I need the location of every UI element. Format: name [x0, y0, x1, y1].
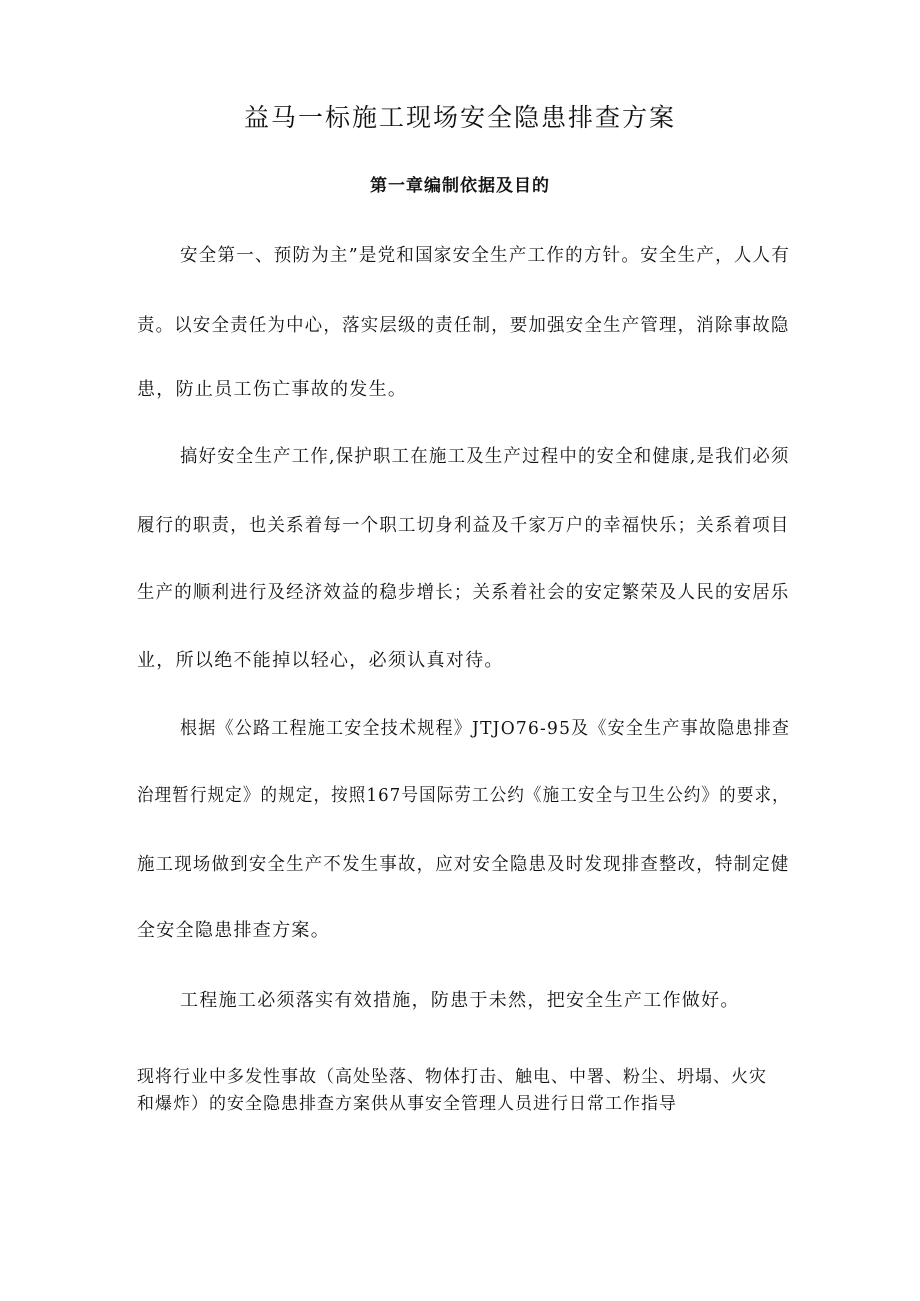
paragraph-line: 安全第一、预防为主”是党和国家安全生产工作的方针。安全生产，人人有	[180, 245, 791, 266]
paragraph-line: 和爆炸）的安全隐患排查方案供从事安全管理人员进行日常工作指导	[137, 1094, 677, 1114]
paragraph-line: 全安全隐患排查方案。	[137, 920, 330, 941]
paragraph-line: 搞好安全生产工作,保护职工在施工及生产过程中的安全和健康,是我们必须	[180, 446, 790, 467]
paragraph-line: 根据《公路工程施工安全技术规程》JTJO76-95及《安全生产事故隐患排查	[180, 718, 791, 739]
chapter-heading: 第一章编制依据及目的	[370, 176, 550, 196]
paragraph-line: 责。以安全责任为中心，落实层级的责任制，要加强安全生产管理，消除事故隐	[137, 315, 790, 336]
document-title: 益马一标施工现场安全隐患排查方案	[243, 103, 676, 132]
paragraph-line: 履行的职责，也关系着每一个职工切身利益及千家万户的幸福快乐；关系着项目	[137, 515, 790, 536]
paragraph-line: 施工现场做到安全生产不发生事故，应对安全隐患及时发现排查整改，特制定健	[137, 854, 790, 875]
paragraph-line: 患，防止员工伤亡事故的发生。	[137, 379, 408, 400]
paragraph-line: 现将行业中多发性事故（高处坠落、物体打击、触电、中署、粉尘、坍塌、火灾	[137, 1067, 767, 1087]
paragraph-line: 生产的顺利进行及经济效益的稳步增长；关系着社会的安定繁荣及人民的安居乐	[137, 582, 790, 603]
paragraph-line: 工程施工必须落实有效措施，防患于未然，把安全生产工作做好。	[180, 990, 740, 1011]
paragraph-line: 业，所以绝不能掉以轻心，必须认真对待。	[137, 650, 504, 671]
paragraph-line: 治理暂行规定》的规定，按照167号国际劳工公约《施工安全与卫生公约》的要求，	[137, 785, 790, 806]
